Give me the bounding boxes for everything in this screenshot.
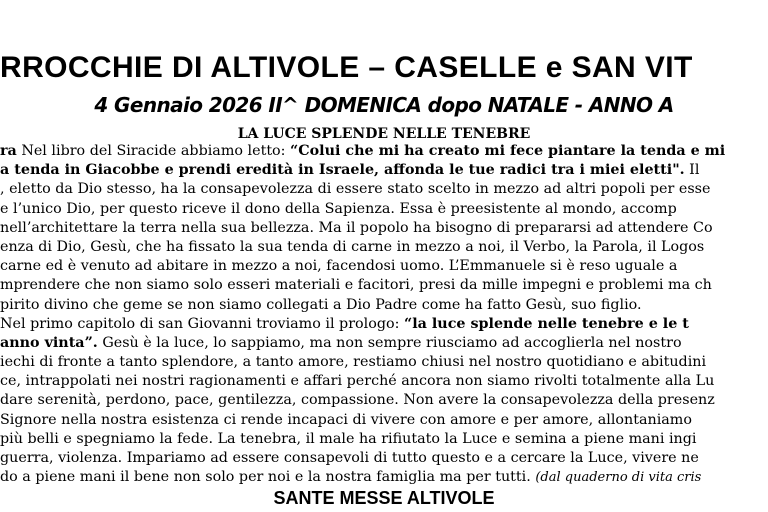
body-text: carne ed è venuto ad abitare in mezzo a noi, facendosi uomo. L’Emmanuele si è reso uguale a: [0, 258, 678, 275]
bold-quote-text: a tenda in Giacobbe e prendi eredità in Israele, affonda le tue radici tra i miei eletti".: [0, 162, 685, 179]
body-text: pirito divino che geme se non siamo collegati a Dio Padre come ha fatto Gesù, suo figlio.: [0, 296, 642, 313]
article-line: [0, 334, 768, 353]
body-text: iechi di fronte a tanto splendore, a tanto amore, restiamo chiusi nel nostro quotidiano e abitudini: [0, 354, 707, 371]
article-line: [0, 142, 768, 161]
article-line: [0, 430, 768, 449]
article-line: [0, 296, 768, 315]
source-note: (dal quaderno di vita cris: [535, 470, 702, 486]
date-subtitle: 4 Gennaio 2026 II^ DOMENICA dopo NATALE - ANNO A: [94, 93, 674, 117]
article-heading: LA LUCE SPLENDE NELLE TENEBRE: [237, 126, 531, 142]
body-text: Il: [684, 162, 700, 179]
body-text: do a piene mani il bene non solo per noi e la nostra famiglia ma per tutti.: [0, 469, 536, 486]
article-line: [0, 315, 768, 334]
body-text: mprendere che non siamo solo esseri materiali e facitori, presi da mille impegni e problemi ma ch: [0, 277, 712, 294]
body-text: Nel primo capitolo di san Giovanni troviamo il prologo:: [0, 315, 404, 332]
body-text: ce, intrappolati nei nostri ragionamenti e affari perché ancora non siamo rivolti totalmente alla Lu: [0, 373, 715, 390]
body-text: Gesù è la luce, lo sappiamo, ma non sempre riusciamo ad accoglierla nel nostro: [97, 334, 682, 351]
body-text: guerra, violenza. Impariamo ad essere consapevoli di tutto questo e a cercare la Luce, vivere ne: [0, 450, 699, 466]
parish-title: RROCCHIE DI ALTIVOLE – CASELLE e SAN VIT: [0, 51, 693, 84]
article-line: [0, 391, 768, 410]
article-line: [0, 411, 768, 430]
article-body: [0, 142, 768, 487]
article-line: [0, 180, 768, 199]
body-text: Signore nella nostra esistenza ci rende incapaci di vivere con amore e per amore, allontaniamo: [0, 411, 692, 428]
article-line: [0, 161, 768, 180]
bold-quote-text: ra: [0, 143, 17, 159]
body-text: nell’architettare la terra nella sua bellezza. Ma il popolo ha bisogno di prepararsi ad attendere Co: [0, 219, 713, 236]
body-text: enza di Dio, Gesù, che ha fissato la sua tenda di carne in mezzo a noi, il Verbo, la Parola, il Logos: [0, 238, 705, 255]
article-line: [0, 353, 768, 372]
article-line: [0, 372, 768, 391]
article-line: [0, 200, 768, 219]
article-line: [0, 219, 768, 238]
masses-section-title: SANTE MESSE ALTIVOLE: [273, 488, 495, 508]
bold-quote-text: “la luce splende nelle tenebre e le t: [403, 315, 689, 332]
body-text: dare serenità, perdono, pace, gentilezza, compassione. Non avere la consapevolezza della presenz: [0, 392, 715, 409]
article-line: [0, 257, 768, 276]
article-line: [0, 468, 768, 487]
body-text: , eletto da Dio stesso, ha la consapevolezza di essere stato scelto in mezzo ad altri popoli per esse: [0, 181, 711, 198]
bold-quote-text: anno vinta”.: [0, 334, 98, 351]
body-text: più belli e spegniamo la fede. La tenebra, il male ha rifiutato la Luce e semina a piene mani ingi: [0, 430, 697, 447]
body-text: Nel libro del Siracide abbiamo letto:: [16, 143, 291, 159]
body-text: e l’unico Dio, per questo riceve il dono della Sapienza. Essa è preesistente al mondo, accomp: [0, 200, 677, 217]
article-line: [0, 238, 768, 257]
article-line: [0, 276, 768, 295]
article-line: [0, 449, 768, 468]
bold-quote-text: “Colui che mi ha creato mi fece piantare la tenda e mi: [290, 143, 726, 159]
